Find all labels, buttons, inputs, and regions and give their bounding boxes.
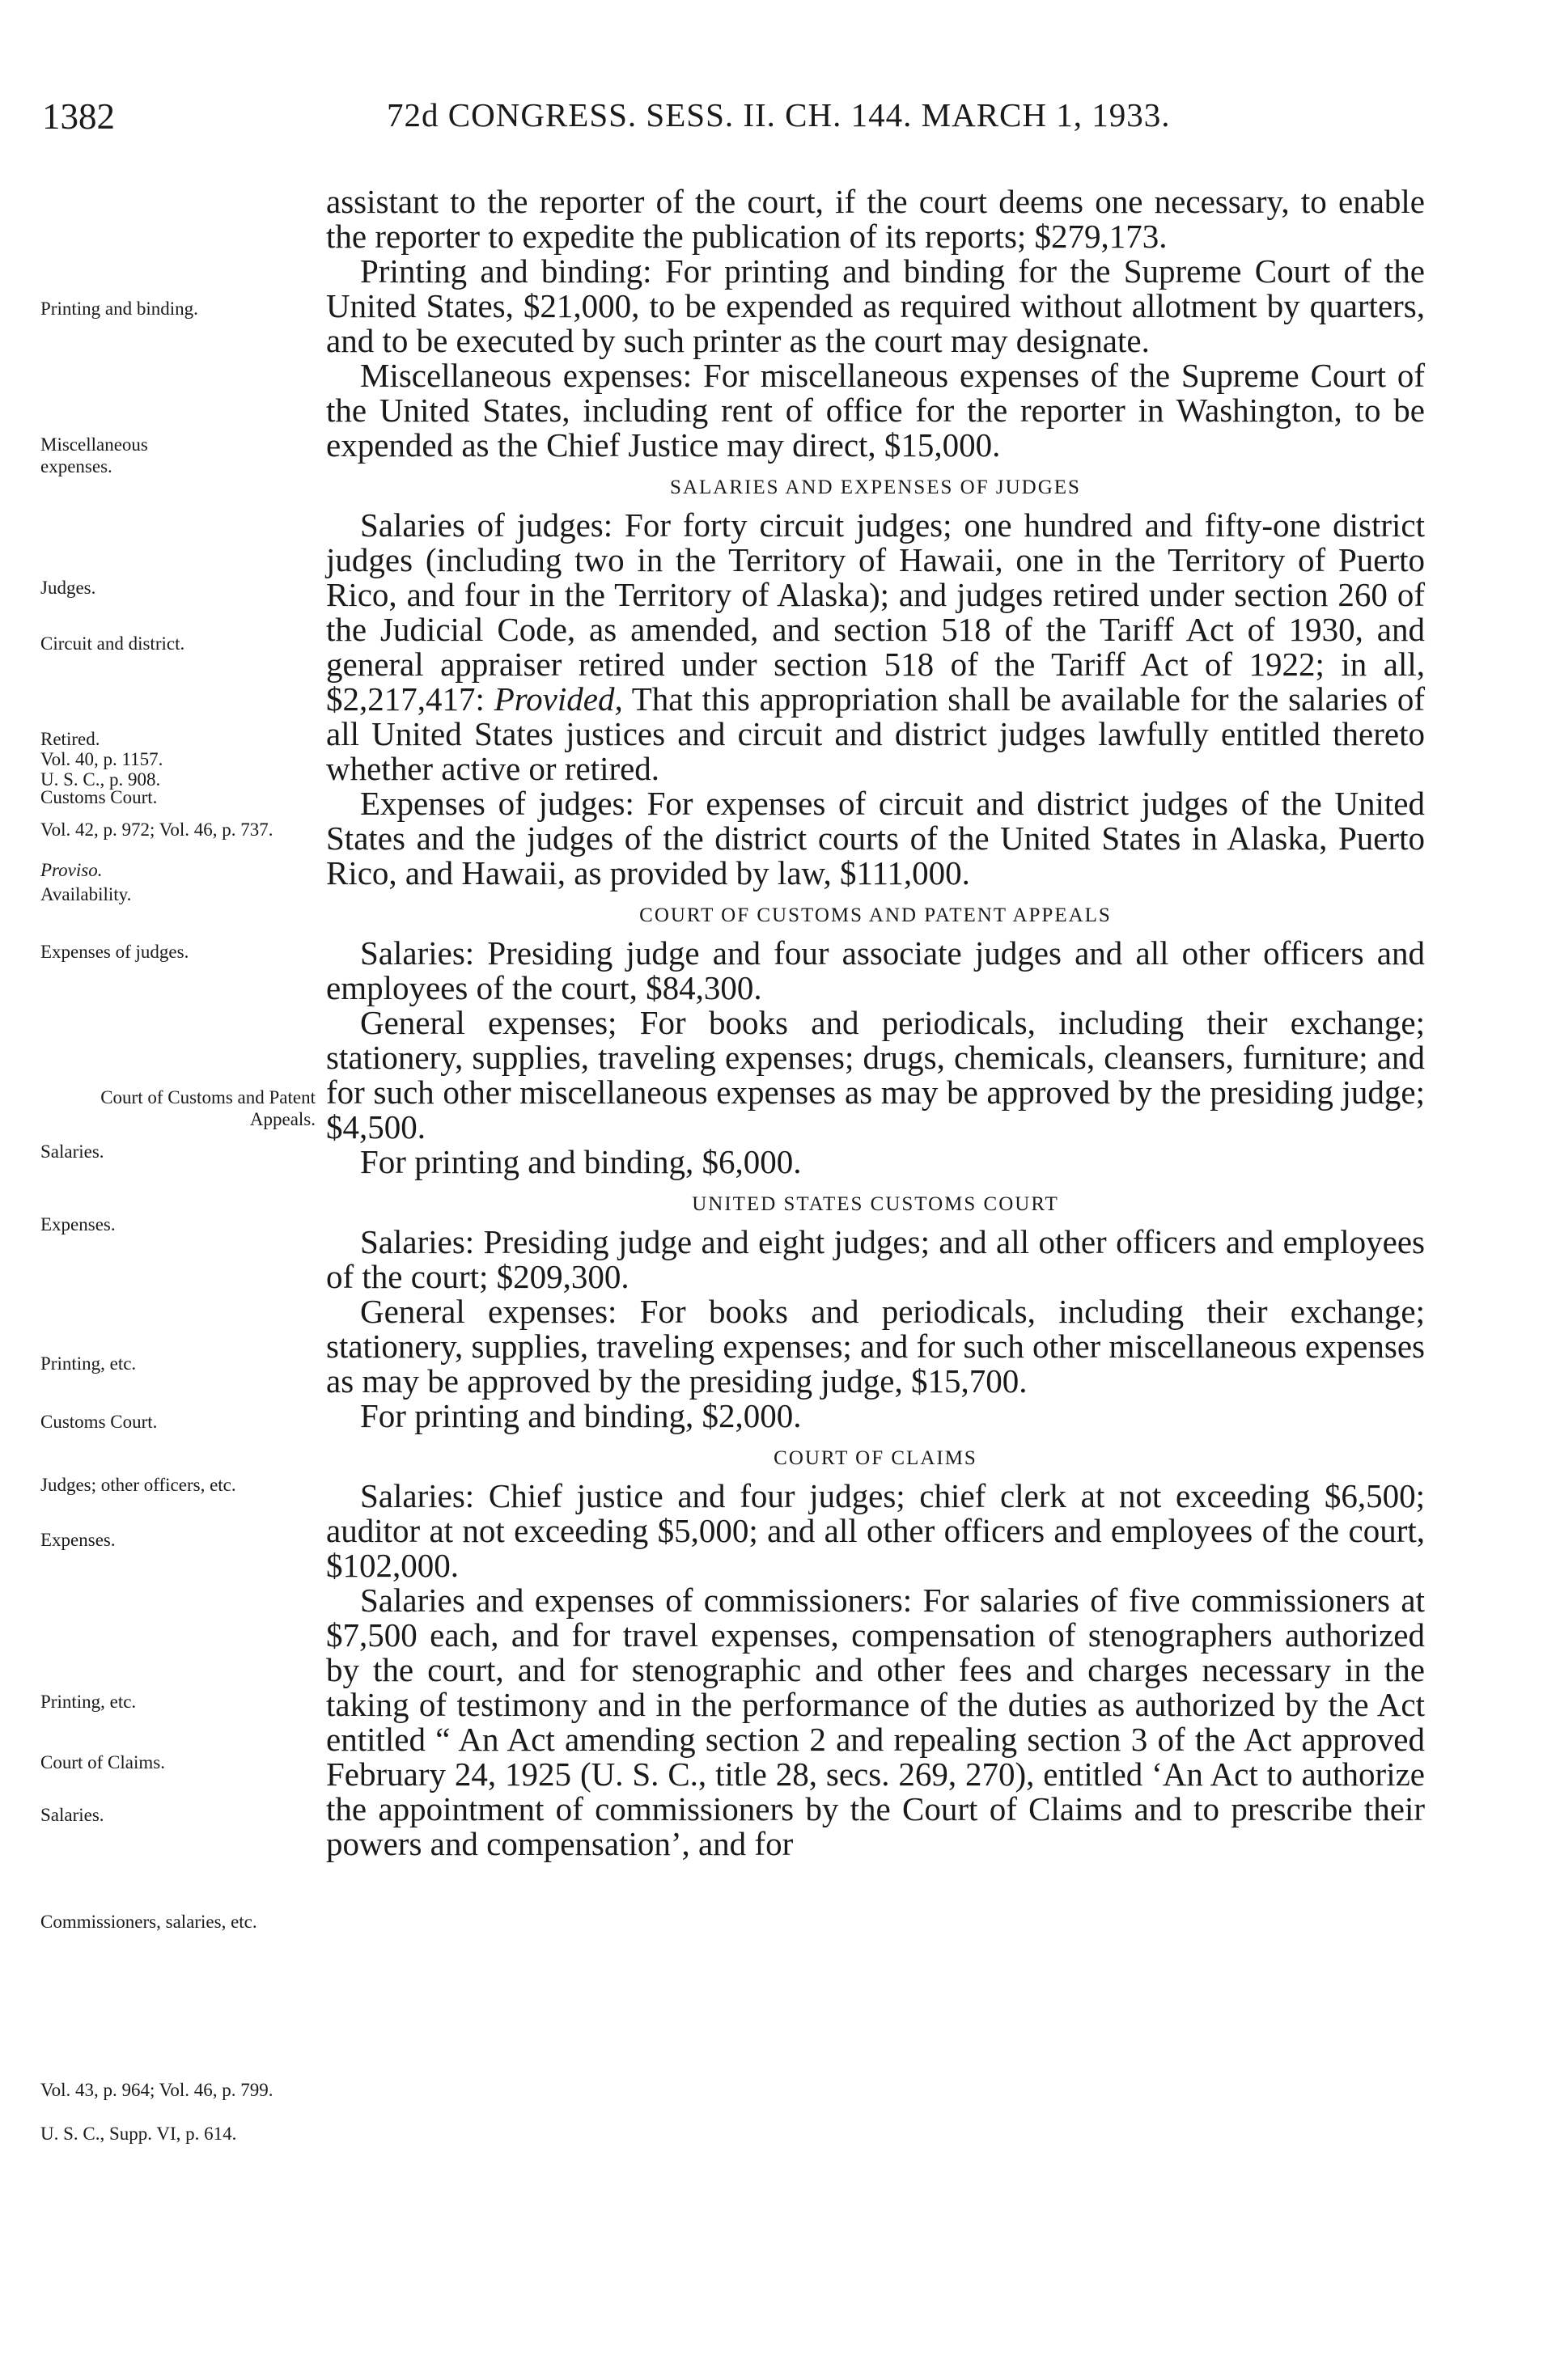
section-heading-judges: SALARIES AND EXPENSES OF JUDGES bbox=[670, 476, 1081, 498]
margin-note-ref-usc-supp: U. S. C., Supp. VI, p. 614. bbox=[40, 2124, 237, 2144]
paragraph-ccpa-general-expenses: General expenses; For books and periodicals, including their exchange; stationery, supplies, traveling expenses; drugs, chemicals, cleansers, furniture; and for such other miscellaneous expenses as may be approved by the presiding judge; $4,500. bbox=[326, 1004, 1425, 1146]
paragraph-claims-commissioners: Salaries and expenses of commissioners: For salaries of five commissioners at $7,500 each, and for travel expenses, compensation of stenographers authorized by the court, and for stenographic and other fees and charges necessary in the taking of testimony and in the performance of the duties as authorized by the Act entitled “ An Act amending section 2 and repealing section 3 of the Act approved February 24, 1925 (U. S. C., title 28, secs. 269, 270), entitled ‘An Act to authorize the appointment of commissioners by the Court of Claims and to prescribe their powers and compensation’, and for bbox=[326, 1582, 1425, 1862]
salaries-of-judges-proviso-text: That this appropriation shall be available for the salaries of all United States justices and circuit and district judges lawfully entitled thereto whether active or retired. bbox=[326, 680, 1425, 787]
margin-note-circuit-district: Circuit and district. bbox=[40, 633, 185, 654]
margin-note-court-customs-patent: Court of Customs and Patent Appeals. bbox=[100, 1087, 316, 1129]
margin-note-commissioners: Commissioners, salaries, etc. bbox=[40, 1912, 257, 1932]
margin-note-ref-vol43: Vol. 43, p. 964; Vol. 46, p. 799. bbox=[40, 2080, 273, 2100]
margin-note-customs-court: Customs Court. bbox=[40, 1412, 158, 1432]
margin-note-judges: Judges. bbox=[40, 578, 96, 598]
margin-notes bbox=[40, 0, 332, 2380]
paragraph-cc-printing: For printing and binding, $2,000. bbox=[360, 1397, 802, 1434]
margin-note-ref-vol40: Vol. 40, p. 1157. bbox=[40, 749, 163, 769]
margin-note-expenses-2: Expenses. bbox=[40, 1530, 116, 1550]
section-heading-customs-court: UNITED STATES CUSTOMS COURT bbox=[692, 1193, 1059, 1215]
paragraph-ccpa-salaries: Salaries: Presiding judge and four associate judges and all other officers and employees of the court, $84,300. bbox=[326, 934, 1425, 1006]
margin-note-customs-court-ref: Customs Court. bbox=[40, 787, 158, 807]
margin-note-ref-usc908: U. S. C., p. 908. bbox=[40, 769, 161, 790]
section-heading-customs-patent: COURT OF CUSTOMS AND PATENT APPEALS bbox=[639, 904, 1112, 926]
paragraph-claims-salaries: Salaries: Chief justice and four judges; chief clerk at not exceeding $6,500; auditor at not exceeding $5,000; and all other officers and employees of the court, $102,000. bbox=[326, 1477, 1425, 1584]
paragraph-ccpa-printing: For printing and binding, $6,000. bbox=[360, 1143, 802, 1180]
margin-note-printing-binding: Printing and binding. bbox=[40, 299, 198, 319]
margin-note-printing-etc-1: Printing, etc. bbox=[40, 1353, 137, 1374]
paragraph-salaries-of-judges bbox=[326, 508, 1425, 786]
margin-note-expenses-judges: Expenses of judges. bbox=[40, 942, 189, 962]
paragraph-reporter-continued: assistant to the reporter of the court, if the court deems one necessary, to enable the reporter to expedite the publication of its reports; $279,173. bbox=[326, 183, 1425, 255]
paragraph-misc-expenses: Miscellaneous expenses: For miscellaneous expenses of the Supreme Court of the United States, including rent of office for the reporter in Washington, to be expended as the Chief Justice may direct, $15,000. bbox=[326, 357, 1425, 464]
margin-note-retired: Retired. bbox=[40, 729, 100, 749]
margin-note-salaries-2: Salaries. bbox=[40, 1805, 104, 1825]
page-number: 1382 bbox=[42, 96, 115, 137]
margin-note-court-of-claims: Court of Claims. bbox=[40, 1752, 165, 1772]
margin-note-expenses-1: Expenses. bbox=[40, 1214, 116, 1234]
paragraph-cc-general-expenses: General expenses: For books and periodicals, including their exchange; stationery, supplies, traveling expenses; and for such other miscellaneous expenses as may be approved by the presiding judge, $15,700. bbox=[326, 1293, 1425, 1400]
body-text bbox=[326, 184, 1425, 1861]
paragraph-cc-salaries: Salaries: Presiding judge and eight judges; and all other officers and employees of the court; $209,300. bbox=[326, 1223, 1425, 1295]
margin-note-judges-other-officers: Judges; other officers, etc. bbox=[40, 1475, 236, 1495]
margin-note-printing-etc-2: Printing, etc. bbox=[40, 1692, 137, 1712]
running-head: 72d CONGRESS. SESS. II. CH. 144. MARCH 1, 1933. bbox=[387, 96, 1171, 133]
section-heading-court-of-claims: COURT OF CLAIMS bbox=[774, 1447, 977, 1469]
margin-note-ref-vol42: Vol. 42, p. 972; Vol. 46, p. 737. bbox=[40, 819, 273, 840]
margin-note-proviso: Proviso. bbox=[40, 860, 103, 880]
proviso-word: Provided, bbox=[494, 680, 623, 718]
paragraph-printing-binding: Printing and binding: For printing and binding for the Supreme Court of the United States, $21,000, to be expended as required without allotment by quarters, and to be executed by such printer as the court may designate. bbox=[326, 252, 1425, 359]
margin-note-availability: Availability. bbox=[40, 884, 132, 904]
margin-note-misc-expenses: Miscellaneous expenses. bbox=[40, 434, 148, 476]
salaries-of-judges-text: Salaries of judges: For forty circuit judges; one hundred and fifty-one district judges (including two in the Territory of Hawaii, one in the Territory of Puerto Rico, and four in the Territory of Alaska); and judges retired under section 260 of the Judicial Code, as amended, and section 518 of the Tariff Act of 1930, and general appraiser retired under section 518 of the Tariff Act of 1922; in all, $2,217,417: bbox=[326, 506, 1425, 718]
margin-note-salaries-1: Salaries. bbox=[40, 1141, 104, 1162]
paragraph-expenses-of-judges: Expenses of judges: For expenses of circuit and district judges of the United States and the judges of the district courts of the United States in Alaska, Puerto Rico, and Hawaii, as provided by law, $111,000. bbox=[326, 785, 1425, 891]
